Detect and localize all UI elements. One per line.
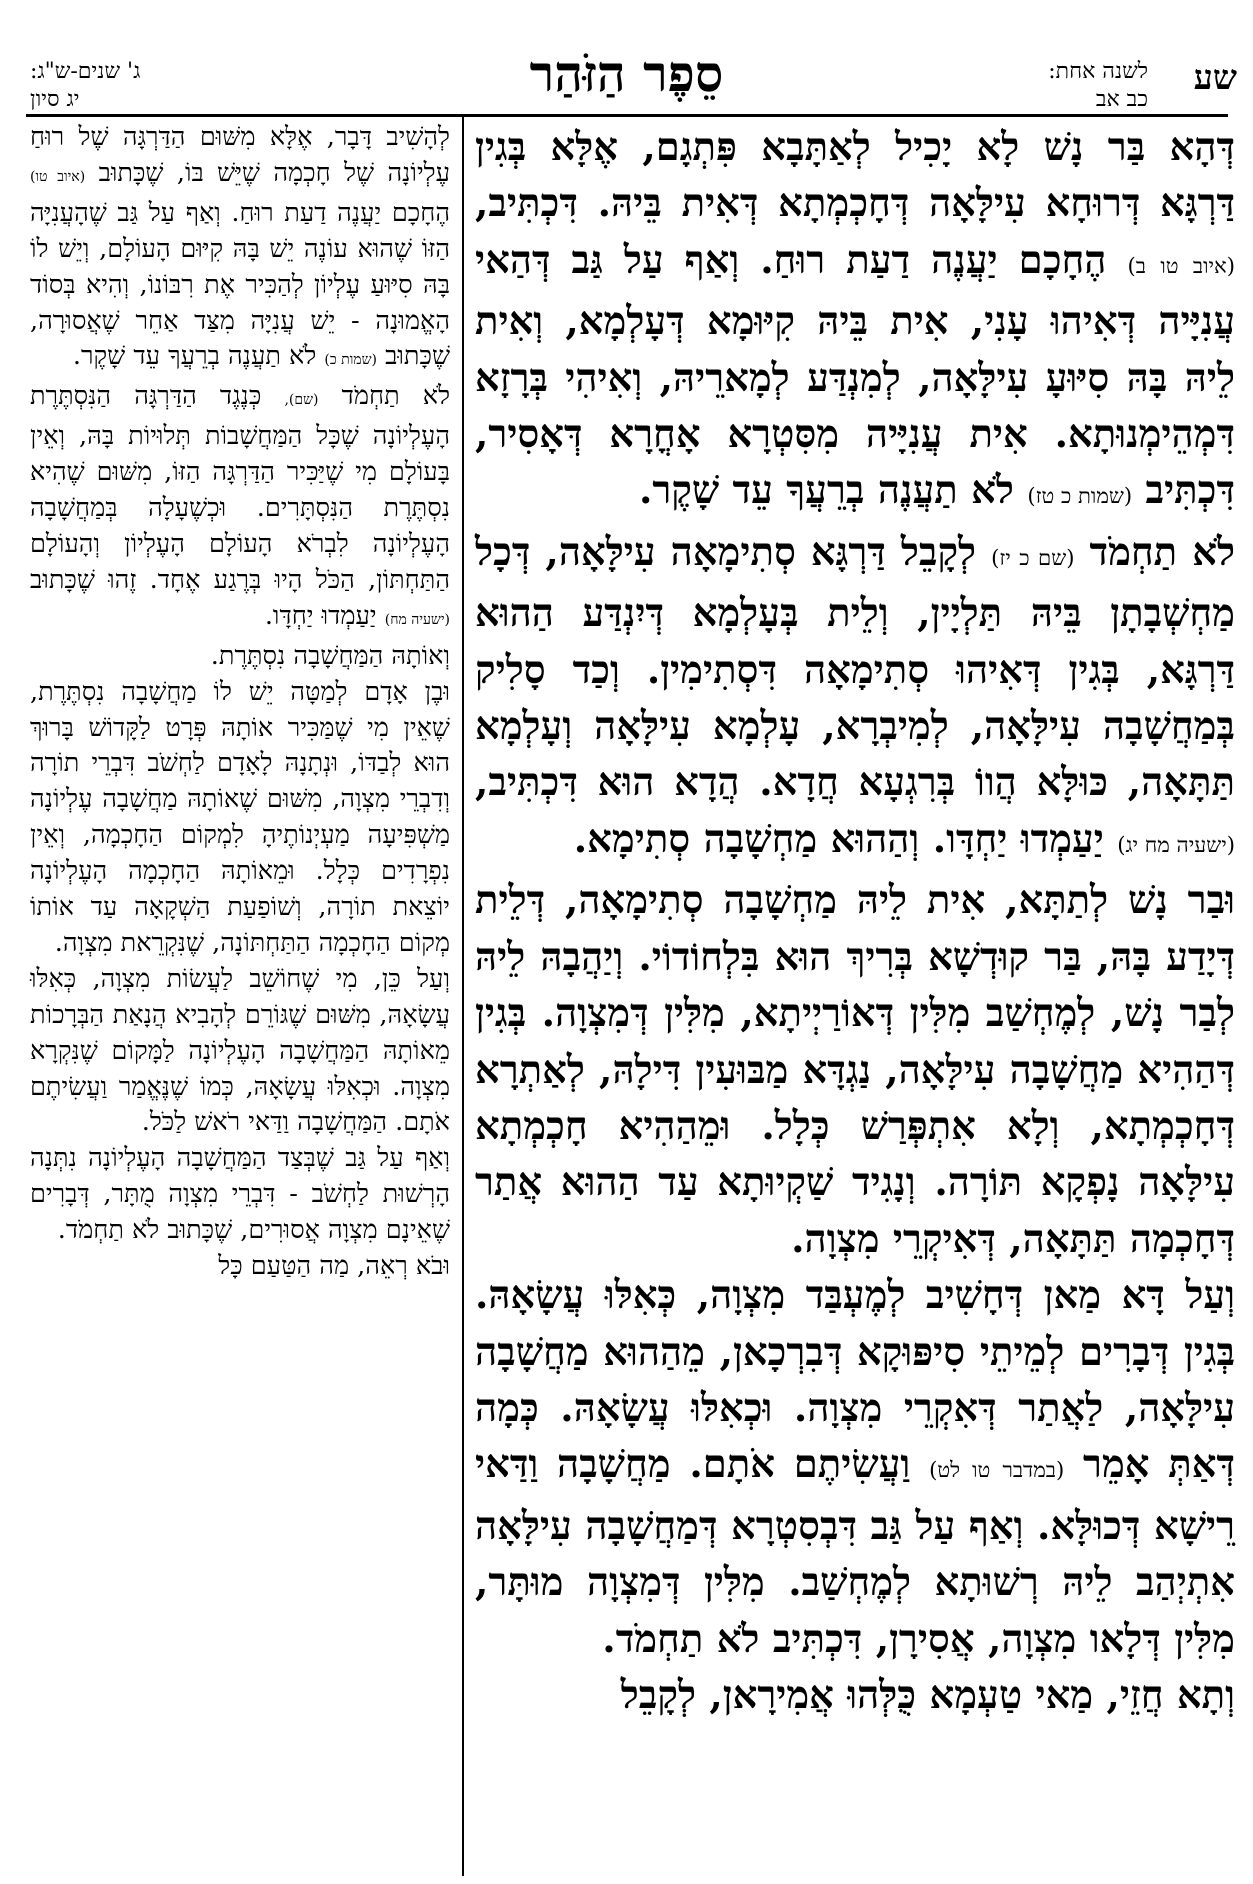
header-right-line1: לשנה אחת:	[1048, 59, 1148, 84]
side-paragraph-3	[30, 639, 450, 675]
main-text: יַעַמְדוּ יַחְדָּו. וְהַהוּא מַחְשָׁבָה סְתִימָא.	[573, 816, 1104, 862]
page-number: שע	[1193, 58, 1237, 98]
verse-reference: (שמות כ)	[324, 352, 377, 369]
main-paragraph-4	[475, 1268, 1235, 1668]
page-title: סֵפֶר הַזֹּהַר	[529, 44, 724, 103]
main-column	[475, 120, 1235, 1724]
main-text: וְעַל דָּא מַאן דְּחָשִׁיב לְמֶעְבַּד מִצְוָה, כְּאִלּוּ עֲשָׂאָהּ. בְּגִין דְּבָרִים לְמֵיתֵי סִיפּוּקָא דְּבִרְכָאן, מֵהַהוּא מַחֲשָׁבָה עִילָּאָה, לַאֲתַר דְּאִקְרֵי מִצְוָה. וּכְאִלּוּ עֲשָׂאָהּ. כְּמָה דְּאַתְּ אָמֵר	[475, 1273, 1236, 1488]
main-text: לֹא תַעֲנֶה בְרֵעֲךָ עֵד שָׁקֶר.	[638, 468, 1014, 514]
side-paragraph-1	[30, 120, 450, 379]
main-paragraph-3	[475, 873, 1235, 1268]
side-text: וְאַף עַל גַּב שֶׁבְּצַד הַמַּחֲשָׁבָה הָעֶלְיוֹנָה נִתְּנָה הָרְשׁוּת לַחְשֹׁב - דִּבְרֵי מִצְוָה מֻתָּר, דְּבָרִים שֶׁאֵינָם מִצְוָה אֲסוּרִים, שֶׁכָּתוּב לֹא תַחְמֹד.	[30, 1143, 450, 1246]
verse-reference: (איוב טו)	[30, 168, 86, 185]
side-paragraph-7	[30, 1249, 450, 1285]
header-left-line2: יג סיון	[30, 87, 80, 112]
side-text: הֶחָכָם יַעֲנֶה דַעַת רוּחַ. וְאַף עַל גַּב שֶׁהָעֲנִיָּה הַזּוֹ שֶׁהוּא עוֹנֶה יֵשׁ בָּהּ קִיּוּם הָעוֹלָם, וְיֵשׁ לוֹ בָּהּ סִיּוּעַ עֶלְיוֹן לְהַכִּיר אֶת רִבּוֹנוֹ, וְהִיא בְּסוֹד הָאֱמוּנָה - יֵשׁ עֲנִיָּה מִצַּד אַחֵר שֶׁאֲסוּרָה, שֶׁכָּתוּב	[30, 197, 450, 372]
side-text: וְאוֹתָהּ הַמַּחֲשָׁבָה נִסְתֶּרֶת.	[210, 640, 450, 671]
main-text: וְתָא חֲזֵי, מַאי טַעְמָא כֻּלְּהוּ אֲמִירָאן, לְקָבֵל	[620, 1672, 1235, 1718]
side-text: וּבֹא רְאֵה, מַה הַטַּעַם כָּל	[218, 1251, 450, 1282]
verse-reference: (במדבר טו לט)	[929, 1457, 1065, 1483]
page-header	[0, 0, 1253, 118]
paragraph-lead: לֹא תַחְמֹד	[1089, 529, 1235, 575]
main-text: לְקָבֵל דַּרְגָּא סְתִימָאָה עִילָּאָה, דְּכָל מַחְשְׁבָתָן בֵּיהּ תַּלְיָין, וְלֵית בְּעָלְמָא דְּיִנְדַּע הַהוּא דַּרְגָּא, בְּגִין דְּאִיהוּ סְתִימָאָה דִּסְתִימִין. וְכַד סָלִיק בְּמַחֲשָׁבָה עִילָּאָה, לְמִיבְרָא, עָלְמָא עִילָּאָה וְעָלְמָא תַּתָּאָה, כּוּלָּא הֲווֹ בְּרִגְעָא חֲדָא. הֲדָא הוּא דִּכְתִּיב,	[475, 529, 1235, 806]
main-text: הֶחָכָם יַעֲנֶה דַעַת רוּחַ. וְאַף עַל גַּב דְּהַאי עֲנִיָּיה דְּאִיהוּ עָנִי, אִית בֵּיהּ קִיּוּמָא דְּעָלְמָא, וְאִית לֵיהּ בָּהּ סִיּוּעָ עִילָּאָה, לְמִנְדַּע לְמָארֵיהּ, וְאִיהִי בְּרָזָא דִּמְהֵימְנוּתָא. אִית עֲנִיָּיה מִסִּטְרָא אָחֳרָא דְּאָסִיר, דִּכְתִּיב	[475, 237, 1235, 514]
verse-reference: (שמות כ טז)	[1027, 483, 1133, 509]
side-text: לְהָשִׁיב דָּבָר, אֶלָּא מִשּׁוּם הַדַּרְגָּה שֶׁל רוּחַ עֶלְיוֹנָה שֶׁל חָכְמָה שֶׁיֵּשׁ בּוֹ, שֶׁכָּתוּב	[30, 122, 451, 188]
side-text: יַעַמְדוּ יַחְדָּו.	[264, 600, 377, 631]
verse-reference: (שם),	[284, 392, 319, 409]
main-paragraph-2	[475, 525, 1235, 873]
translation-column	[30, 120, 450, 1285]
side-paragraph-5	[30, 962, 450, 1142]
side-paragraph-6	[30, 1141, 450, 1249]
side-paragraph-4	[30, 675, 450, 962]
verse-reference: (ישעיה מח)	[384, 611, 450, 628]
main-text: וַעֲשִׂיתֶם אֹתָם. מַחֲשָׁבָה וַדַּאי רֵישָׁא דְּכוּלָּא. וְאַף עַל גַּב דִּבְסִטְרָא דְּמַחֲשָׁבָה עִילָּאָה אִתְיְהַב לֵיהּ רְשׁוּתָא לְמֶחְשַׁב. מִלִּין דְּמִצְוָה מוּתָּר, מִלִּין דְּלָאו מִצְוָה, אֲסִירָן, דִּכְתִּיב לֹא תַחְמֹד.	[475, 1442, 1235, 1662]
header-rule	[26, 114, 1228, 117]
verse-reference: (איוב טו ב)	[1127, 252, 1236, 278]
header-right-line2: כב אב	[1095, 87, 1148, 112]
side-paragraph-2	[30, 379, 450, 638]
side-text: כְּנֶגֶד הַדַּרְגָּה הַנִּסְתֶּרֶת הָעֶלְיוֹנָה שֶׁכָּל הַמַּחֲשָׁבוֹת תְּלוּיוֹת בָּהּ, וְאֵין בָּעוֹלָם מִי שֶׁיַּכִּיר הַדַּרְגָּה הַזּוֹ, מִשּׁוּם שֶׁהִיא נִסְתֶּרֶת הַנִּסְתָּרִים. וּכְשֶׁעָלָה בְּמַחֲשָׁבָה הָעֶלְיוֹנָה לִבְרֹא הָעוֹלָם הָעֶלְיוֹן וְהָעוֹלָם הַתַּחְתּוֹן, הַכֹּל הָיוּ בְּרֶגַע אֶחָד. זֶהוּ שֶׁכָּתוּב	[30, 381, 450, 595]
header-left-line1: ג' שנים-ש"ג:	[30, 59, 141, 84]
main-paragraph-1	[475, 120, 1235, 525]
main-text: דְּהָא בַּר נָשׁ לָא יָכִיל לְאַתָּבָא פִּתְגָם, אֶלָּא בְּגִין דַּרְגָּא דְּרוּחָא עִילָּאָה דְּחָכְמְתָא דְּאִית בֵּיהּ. דִּכְתִּיב,	[475, 125, 1235, 227]
paragraph-lead: לֹא תַחְמֹד	[341, 381, 450, 412]
side-text: וְעַל כֵּן, מִי שֶׁחוֹשֵׁב לַעֲשׂוֹת מִצְוָה, כְּאִלּוּ עֲשָׂאָהּ, מִשּׁוּם שֶׁגּוֹרֵם לְהָבִיא הֲנָאַת הַבְּרָכוֹת מֵאוֹתָהּ הַמַּחֲשָׁבָה הָעֶלְיוֹנָה לַמָּקוֹם שֶׁנִּקְרָא מִצְוָה. וּכְאִלּוּ עֲשָׂאָהּ, כְּמוֹ שֶׁנֶּאֱמַר וַעֲשִׂיתֶם אֹתָם. הַמַּחֲשָׁבָה וַדַּאי רֹאשׁ לַכֹּל.	[30, 963, 450, 1138]
side-text: וּבֶן אָדָם לְמַטָּה יֵשׁ לוֹ מַחֲשָׁבָה נִסְתֶּרֶת, שֶׁאֵין מִי שֶׁמַּכִּיר אוֹתָהּ פְּרָט לַקָּדוֹשׁ בָּרוּךְ הוּא לְבַדּוֹ, וּנְתָנָהּ לָאָדָם לַחְשֹׁב דִּבְרֵי תוֹרָה וְדִבְרֵי מִצְוָה, מִשּׁוּם שֶׁאוֹתָהּ מַחֲשָׁבָה עֶלְיוֹנָה מַשְׁפִּיעָה מַעְיְנוֹתֶיהָ לִמְקוֹם הַחָכְמָה, וְאֵין נִפְרָדִים כְּלָל. וּמֵאוֹתָהּ הַחָכְמָה הָעֶלְיוֹנָה יוֹצֵאת תוֹרָה, וְשׁוֹפַעַת הַשְׁקָאָה עַד אוֹתוֹ מְקוֹם הַחָכְמָה הַתַּחְתּוֹנָה, שֶׁנִּקְרֵאת מִצְוָה.	[30, 676, 450, 958]
verse-reference: (ישעיה מח יג)	[1117, 831, 1235, 857]
verse-reference: (שם כ יז)	[991, 544, 1075, 570]
column-divider	[462, 116, 464, 1876]
side-text: לֹא תַעֲנֶה בְרֵעֲךָ עֵד שָׁקֶר.	[72, 341, 317, 372]
main-text: וּבַר נָשׁ לְתַתָּא, אִית לֵיהּ מַחְשָׁבָה סְתִימָאָה, דְּלֵית דְּיָדַע בָּהּ, בַּר קוּדְשָׁא בְּרִיךְ הוּא בִּלְחוֹדוֹי. וְיַהֲבָהּ לֵיהּ לְבַר נָשׁ, לְמֶחְשַׁב מִלִּין דְּאוֹרַיְיתָא, מִלִּין דְּמִצְוָה. בְּגִין דְּהַהִיא מַחֲשָׁבָה עִילָּאָה, נַגְדָּא מַבּוּעִין דִּילָהּ, לְאַתְרָא דְּחָכְמְתָא, וְלָא אִתְפְּרַשׁ כְּלָל. וּמֵהַהִיא חָכְמְתָא עִילָּאָה נָפְקָא תּוֹרָה. וְנָגִיד שַׁקְיוּתָא עַד הַהוּא אֲתַר דְּחָכְמָה תַּתָּאָה, דְּאִיקְרֵי מִצְוָה.	[475, 878, 1235, 1262]
main-paragraph-5	[475, 1668, 1235, 1724]
